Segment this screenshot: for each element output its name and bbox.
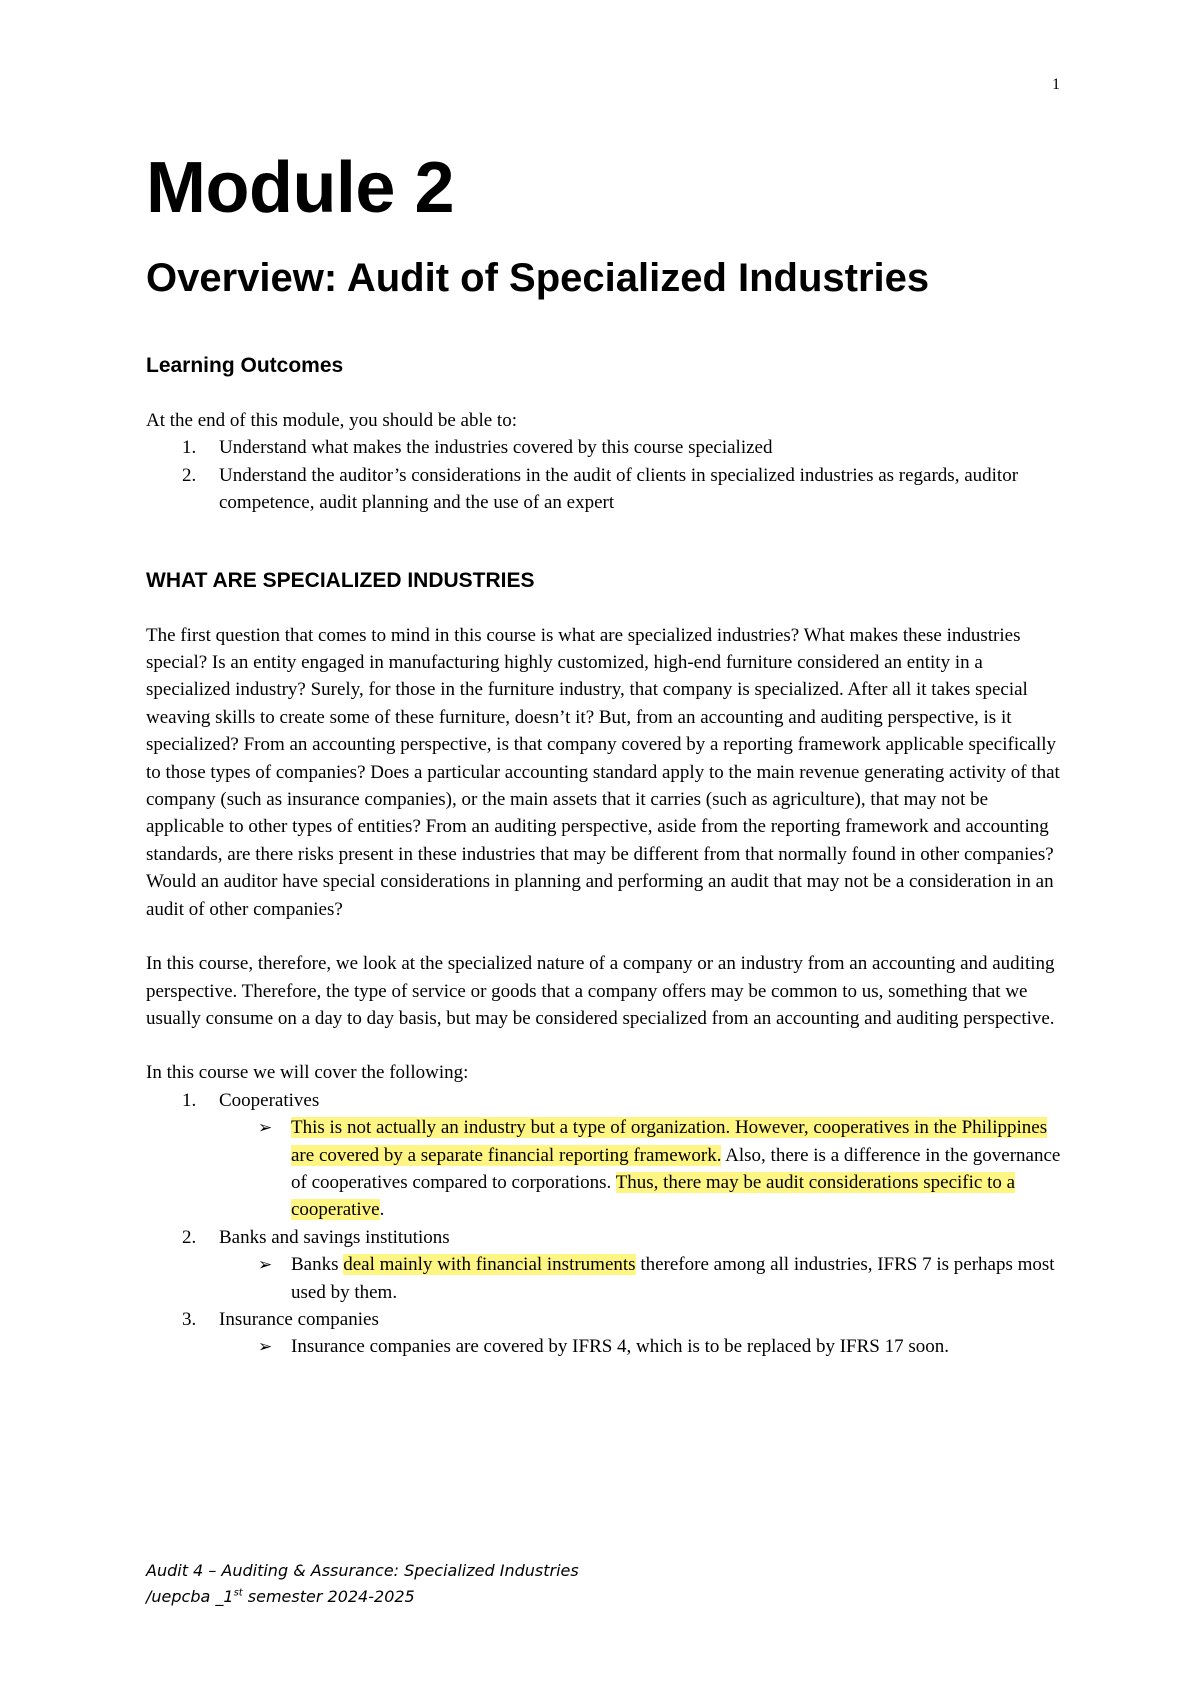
sub-list <box>219 1114 1066 1224</box>
note-text: Insurance companies are covered by IFRS 4, which is to be replaced by IFRS 17 soon. <box>291 1336 949 1358</box>
sub-list <box>219 1333 1066 1360</box>
coverage-intro: In this course we will cover the following: <box>146 1062 469 1084</box>
list-number: 1. <box>182 437 197 459</box>
arrowhead-bullet-icon: ➢ <box>258 1337 273 1357</box>
list-item-text: Understand the auditor’s considerations in the audit of clients in specialized industries as regards, auditor competence, audit planning and the use of an expert <box>219 464 1019 514</box>
list-item-label: Cooperatives <box>219 1089 320 1111</box>
sub-list-item <box>146 1333 1066 1360</box>
footer-semester-line <box>146 1584 579 1610</box>
coverage-list <box>146 1087 1066 1361</box>
section-heading: WHAT ARE SPECIALIZED INDUSTRIES <box>146 568 535 592</box>
arrowhead-bullet-icon: ➢ <box>258 1118 273 1138</box>
footer-prefix: /uepcba _1 <box>146 1587 234 1606</box>
module-title: Module 2 <box>146 148 455 228</box>
list-number: 2. <box>182 1226 197 1248</box>
list-item-text: Understand what makes the industries covered by this course specialized <box>219 437 773 459</box>
paragraph: In this course, therefore, we look at the specialized nature of a company or an industry from an accounting and auditing perspective. Therefore, the type of service or goods that a company offers may be common to us, something that we usually consume on a day to day basis, but may be considered specialized from an accounting and auditing perspective. <box>146 953 1055 1029</box>
note-text: . <box>379 1199 385 1221</box>
document-body <box>146 140 1066 1361</box>
note-text: Also, there is a difference in the governance of cooperatives compared to corporations. <box>291 1144 1061 1193</box>
arrowhead-bullet-icon: ➢ <box>258 1255 273 1275</box>
list-number: 1. <box>182 1089 197 1111</box>
highlighted-text: This is not actually an industry but a type of organization. However, cooperatives in the Philippines are covered by a separate financial reporting framework. <box>291 1117 1048 1166</box>
module-subtitle: Overview: Audit of Specialized Industries <box>146 256 930 300</box>
list-item <box>146 434 1066 461</box>
list-item-label: Insurance companies <box>219 1308 379 1330</box>
list-item-label: Banks and savings institutions <box>219 1226 450 1248</box>
highlighted-text: Thus, there may be audit considerations specific to a cooperative <box>291 1171 1016 1221</box>
sub-list <box>219 1251 1066 1306</box>
list-item <box>146 1087 1066 1224</box>
paragraph: The first question that comes to mind in this course is what are specialized industries? What makes these industries special? Is an entity engaged in manufacturing highly customized, high-end furniture considered an entity in a specialized industry? Surely, for those in the furniture industry, that company is specialized. After all it takes special weaving skills to create some of these furniture, doesn’t it? But, from an accounting and auditing perspective, is it specialized? From an accounting perspective, is that company covered by a reporting framework applicable specifically to those types of companies? Does a particular accounting standard apply to the main revenue generating activity of that company (such as insurance companies), or the main assets that it carries (such as agriculture), that may not be applicable to other types of entities? From an auditing perspective, aside from the reporting framework and accounting standards, are there risks present in these industries that may be different from that normally found in other companies? Would an auditor have special considerations in planning and performing an audit that may not be a consideration in an audit of other companies? <box>146 624 1060 920</box>
page-footer <box>146 1558 579 1610</box>
note-text: Banks <box>291 1254 344 1276</box>
learning-outcomes-intro: At the end of this module, you should be able to: <box>146 410 517 431</box>
footer-suffix: semester 2024-2025 <box>242 1587 415 1606</box>
sub-list-item <box>146 1114 1066 1224</box>
list-number: 2. <box>182 464 197 486</box>
sub-list-item <box>146 1251 1066 1306</box>
list-item <box>146 1306 1066 1361</box>
list-number: 3. <box>182 1308 197 1330</box>
list-item <box>146 1224 1066 1306</box>
note-text: therefore among all industries, IFRS 7 is perhaps most used by them. <box>291 1254 1055 1303</box>
footer-course-line: Audit 4 – Auditing & Assurance: Specialized Industries <box>146 1561 579 1580</box>
page-number: 1 <box>1052 76 1060 93</box>
highlighted-text: deal mainly with financial instruments <box>343 1254 636 1276</box>
footer-superscript: st <box>233 1587 243 1599</box>
list-item <box>146 462 1066 517</box>
learning-outcomes-list <box>146 434 1066 516</box>
learning-outcomes-heading: Learning Outcomes <box>146 354 344 377</box>
